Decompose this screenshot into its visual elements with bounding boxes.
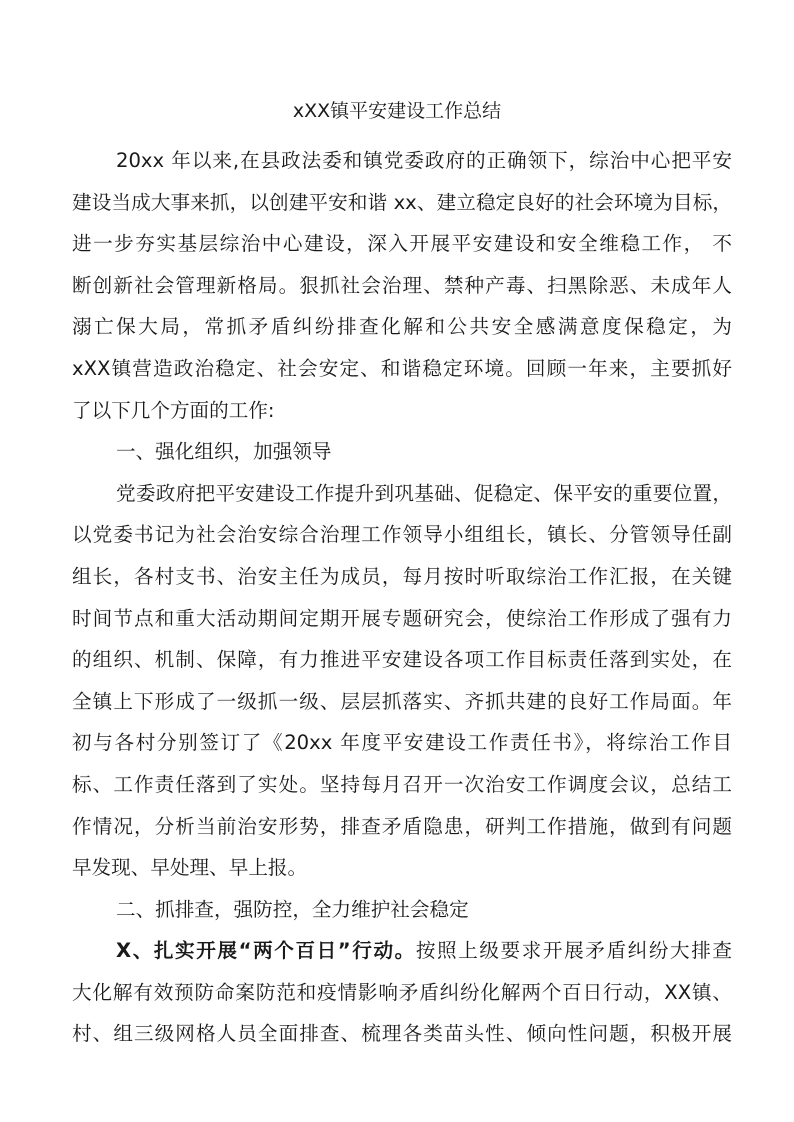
- bold-lead-text: X、扎实开展“两个百日”行动。: [116, 939, 416, 963]
- body-line: 断创新社会管理新格局。狠抓社会治理、禁种产毒、扫黑除恶、未成年人: [72, 273, 732, 297]
- section-heading-1: 一、强化组织，加强领导: [116, 440, 332, 464]
- body-line: 标、工作责任落到了实处。坚持每月召开一次治安工作调度会议，总结工: [72, 772, 732, 796]
- body-line: 全镇上下形成了一级抓一级、层层抓落实、齐抓共建的良好工作局面。年: [72, 689, 732, 713]
- body-line: 村、组三级网格人员全面排查、梳理各类苗头性、倾向性问题，积极开展: [72, 1022, 732, 1046]
- body-line: 初与各村分别签订了《20xx 年度平安建设工作责任书》，将综治工作目: [72, 731, 732, 755]
- body-line: 作情况，分析当前治安形势，排查矛盾隐患，研判工作措施，做到有问题: [72, 814, 732, 838]
- document-title: xXX镇平安建设工作总结: [292, 100, 502, 122]
- body-line: 的组织、机制、保障，有力推进平安建设各项工作目标责任落到实处，在: [72, 648, 732, 672]
- body-line-with-bold-lead: [72, 930, 732, 972]
- body-line: 进一步夯实基层综治中心建设，深入开展平安建设和安全维稳工作， 不: [72, 232, 732, 256]
- body-line: 时间节点和重大活动期间定期开展专题研究会，使综治工作形成了强有力: [72, 606, 732, 630]
- document-body: [72, 140, 732, 1055]
- body-line: 20xx 年以来,在县政法委和镇党委政府的正确领下，综治中心把平安: [116, 149, 732, 172]
- body-line: 党委政府把平安建设工作提升到巩基础、促稳定、保平安的重要位置，: [116, 481, 732, 505]
- body-line: 组长，各村支书、治安主任为成员，每月按时听取综治工作汇报，在关键: [72, 564, 732, 588]
- body-line: 溺亡保大局，常抓矛盾纠纷排查化解和公共安全感满意度保稳定，为: [72, 315, 732, 339]
- body-line: 了以下几个方面的工作:: [72, 398, 275, 422]
- body-line-rest: 按照上级要求开展矛盾纠纷大排查: [415, 939, 732, 963]
- body-line: 大化解有效预防命案防范和疫情影响矛盾纠纷化解两个百日行动，XX镇、: [72, 980, 732, 1004]
- body-line: 早发现、早处理、早上报。: [72, 856, 308, 880]
- section-heading-2: 二、抓排查，强防控，全力维护社会稳定: [116, 897, 469, 921]
- body-line: 以党委书记为社会治安综合治理工作领导小组组长，镇长、分管领导任副: [72, 523, 732, 547]
- body-line: 建设当成大事来抓，以创建平安和谐 xx、建立稳定良好的社会环境为目标，: [72, 190, 732, 214]
- body-line: xXX镇营造政治稳定、社会安定、和谐稳定环境。回顾一年来，主要抓好: [72, 356, 732, 380]
